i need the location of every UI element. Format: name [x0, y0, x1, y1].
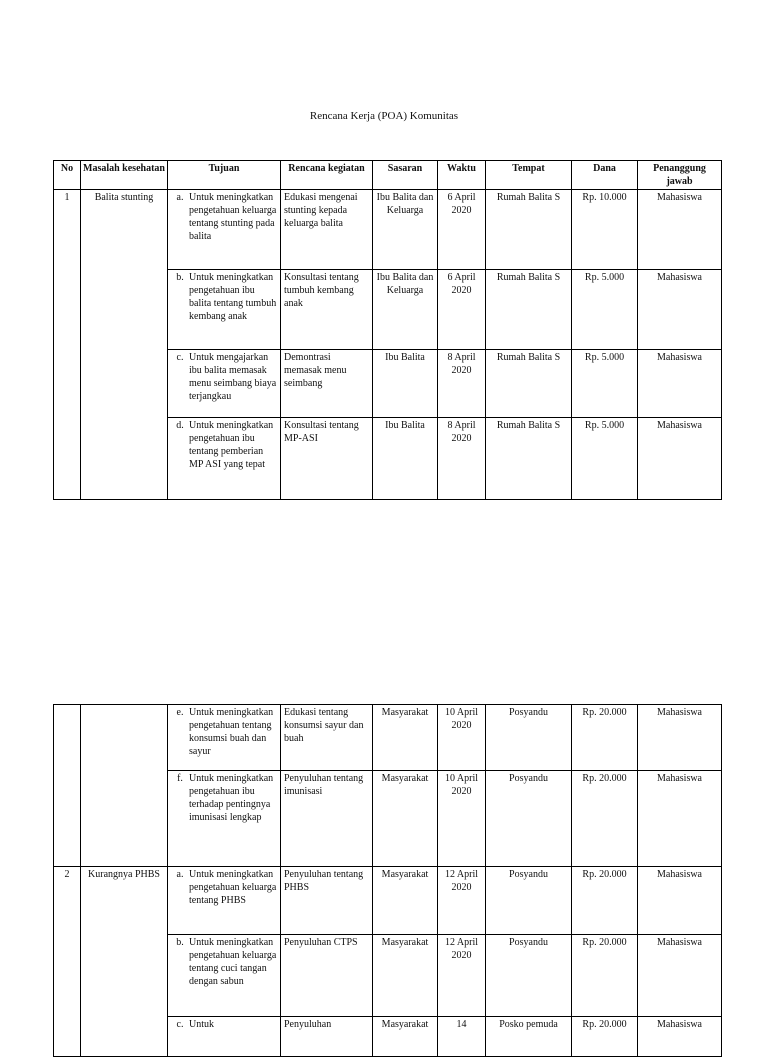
dana-cell: Rp. 20.000	[572, 771, 638, 867]
problem-name-cont	[81, 705, 168, 867]
dana-cell: Rp. 5.000	[572, 350, 638, 418]
sasaran-cell: Masyarakat	[373, 1017, 438, 1057]
tujuan-text: Untuk meningkatkan pengetahuan ibu tentang pemberian MP ASI yang tepat	[189, 420, 274, 470]
tujuan-text: Untuk meningkatkan pengetahuan keluarga tentang cuci tangan dengan sabun	[189, 937, 277, 987]
tujuan-text: Untuk mengajarkan ibu balita memasak menu seimbang biaya terjangkau	[189, 352, 277, 402]
header-rencana: Rencana kegiatan	[281, 161, 373, 190]
sasaran-cell: Ibu Balita	[373, 350, 438, 418]
table-row	[54, 705, 722, 771]
tujuan-letter: b.	[176, 272, 184, 283]
tujuan-letter: c.	[176, 352, 184, 363]
kegiatan-cell: Edukasi tentang konsumsi sayur dan buah	[281, 705, 373, 771]
tujuan-letter: f.	[177, 773, 183, 784]
tujuan-text: Untuk meningkatkan pengetahuan ibu balita tentang tumbuh kembang anak	[189, 272, 277, 322]
tujuan-letter: a.	[176, 192, 184, 203]
dana-cell: Rp. 20.000	[572, 1017, 638, 1057]
pj-cell: Mahasiswa	[638, 935, 722, 1017]
pj-cell: Mahasiswa	[638, 867, 722, 935]
header-pj: Penanggung jawab	[638, 161, 722, 190]
document-title: Rencana Kerja (POA) Komunitas	[309, 110, 459, 122]
kegiatan-cell: Konsultasi tentang MP-ASI	[281, 418, 373, 500]
tujuan-cell	[168, 270, 281, 350]
tempat-cell: Rumah Balita S	[486, 190, 572, 270]
sasaran-cell: Ibu Balita dan Keluarga	[373, 190, 438, 270]
pj-cell: Mahasiswa	[638, 190, 722, 270]
dana-cell: Rp. 10.000	[572, 190, 638, 270]
kegiatan-cell: Edukasi mengenai stunting kepada keluarga balita	[281, 190, 373, 270]
table-header-row	[54, 161, 722, 190]
tujuan-letter: c.	[176, 1019, 184, 1030]
pj-cell: Mahasiswa	[638, 350, 722, 418]
kegiatan-cell: Penyuluhan tentang imunisasi	[281, 771, 373, 867]
tujuan-cell	[168, 867, 281, 935]
tujuan-text: Untuk meningkatkan pengetahuan keluarga tentang PHBS	[189, 869, 277, 906]
poa-table-page-1	[53, 160, 722, 500]
tempat-cell: Posyandu	[486, 867, 572, 935]
sasaran-cell: Ibu Balita	[373, 418, 438, 500]
table-row	[54, 190, 722, 270]
header-dana: Dana	[572, 161, 638, 190]
problem-name: Balita stunting	[81, 190, 168, 500]
tempat-cell: Rumah Balita S	[486, 350, 572, 418]
waktu-cell: 6 April 2020	[438, 270, 486, 350]
waktu-cell: 12 April 2020	[438, 867, 486, 935]
waktu-cell: 12 April 2020	[438, 935, 486, 1017]
waktu-cell: 10 April 2020	[438, 771, 486, 867]
tujuan-cell	[168, 705, 281, 771]
tempat-cell: Posko pemuda	[486, 1017, 572, 1057]
tempat-cell: Posyandu	[486, 705, 572, 771]
header-masalah: Masalah kesehatan	[81, 161, 168, 190]
kegiatan-cell: Penyuluhan tentang PHBS	[281, 867, 373, 935]
kegiatan-cell: Penyuluhan CTPS	[281, 935, 373, 1017]
header-tempat: Tempat	[486, 161, 572, 190]
waktu-cell: 8 April 2020	[438, 350, 486, 418]
dana-cell: Rp. 20.000	[572, 705, 638, 771]
tujuan-cell	[168, 1017, 281, 1057]
tujuan-cell	[168, 418, 281, 500]
tujuan-cell	[168, 935, 281, 1017]
dana-cell: Rp. 5.000	[572, 270, 638, 350]
tempat-cell: Posyandu	[486, 935, 572, 1017]
tujuan-text: Untuk meningkatkan pengetahuan ibu terhadap pentingnya imunisasi lengkap	[189, 773, 274, 823]
tujuan-text: Untuk meningkatkan pengetahuan tentang konsumsi buah dan sayur	[189, 707, 274, 757]
table-row	[54, 867, 722, 935]
waktu-cell: 14	[438, 1017, 486, 1057]
tujuan-cell	[168, 350, 281, 418]
pj-cell: Mahasiswa	[638, 418, 722, 500]
header-sasaran: Sasaran	[373, 161, 438, 190]
pj-cell: Mahasiswa	[638, 270, 722, 350]
sasaran-cell: Masyarakat	[373, 705, 438, 771]
dana-cell: Rp. 20.000	[572, 935, 638, 1017]
tujuan-text: Untuk meningkatkan pengetahuan keluarga tentang stunting pada balita	[189, 192, 277, 242]
kegiatan-cell: Demontrasi memasak menu seimbang	[281, 350, 373, 418]
header-waktu: Waktu	[438, 161, 486, 190]
sasaran-cell: Masyarakat	[373, 771, 438, 867]
header-tujuan: Tujuan	[168, 161, 281, 190]
dana-cell: Rp. 5.000	[572, 418, 638, 500]
tujuan-letter: b.	[176, 937, 184, 948]
tempat-cell: Posyandu	[486, 771, 572, 867]
sasaran-cell: Masyarakat	[373, 935, 438, 1017]
dana-cell: Rp. 20.000	[572, 867, 638, 935]
tempat-cell: Rumah Balita S	[486, 418, 572, 500]
kegiatan-cell: Konsultasi tentang tumbuh kembang anak	[281, 270, 373, 350]
waktu-cell: 6 April 2020	[438, 190, 486, 270]
problem-no: 2	[54, 867, 81, 1057]
poa-table-page-2	[53, 704, 722, 1057]
sasaran-cell: Masyarakat	[373, 867, 438, 935]
problem-no-cont	[54, 705, 81, 867]
tempat-cell: Rumah Balita S	[486, 270, 572, 350]
pj-cell: Mahasiswa	[638, 771, 722, 867]
tujuan-cell	[168, 190, 281, 270]
tujuan-letter: a.	[176, 869, 184, 880]
tujuan-text: Untuk	[189, 1019, 214, 1030]
kegiatan-cell: Penyuluhan	[281, 1017, 373, 1057]
waktu-cell: 8 April 2020	[438, 418, 486, 500]
pj-cell: Mahasiswa	[638, 1017, 722, 1057]
waktu-cell: 10 April 2020	[438, 705, 486, 771]
problem-no: 1	[54, 190, 81, 500]
header-no: No	[54, 161, 81, 190]
pj-cell: Mahasiswa	[638, 705, 722, 771]
tujuan-letter: d.	[176, 420, 184, 431]
tujuan-cell	[168, 771, 281, 867]
sasaran-cell: Ibu Balita dan Keluarga	[373, 270, 438, 350]
tujuan-letter: e.	[176, 707, 184, 718]
problem-name: Kurangnya PHBS	[81, 867, 168, 1057]
